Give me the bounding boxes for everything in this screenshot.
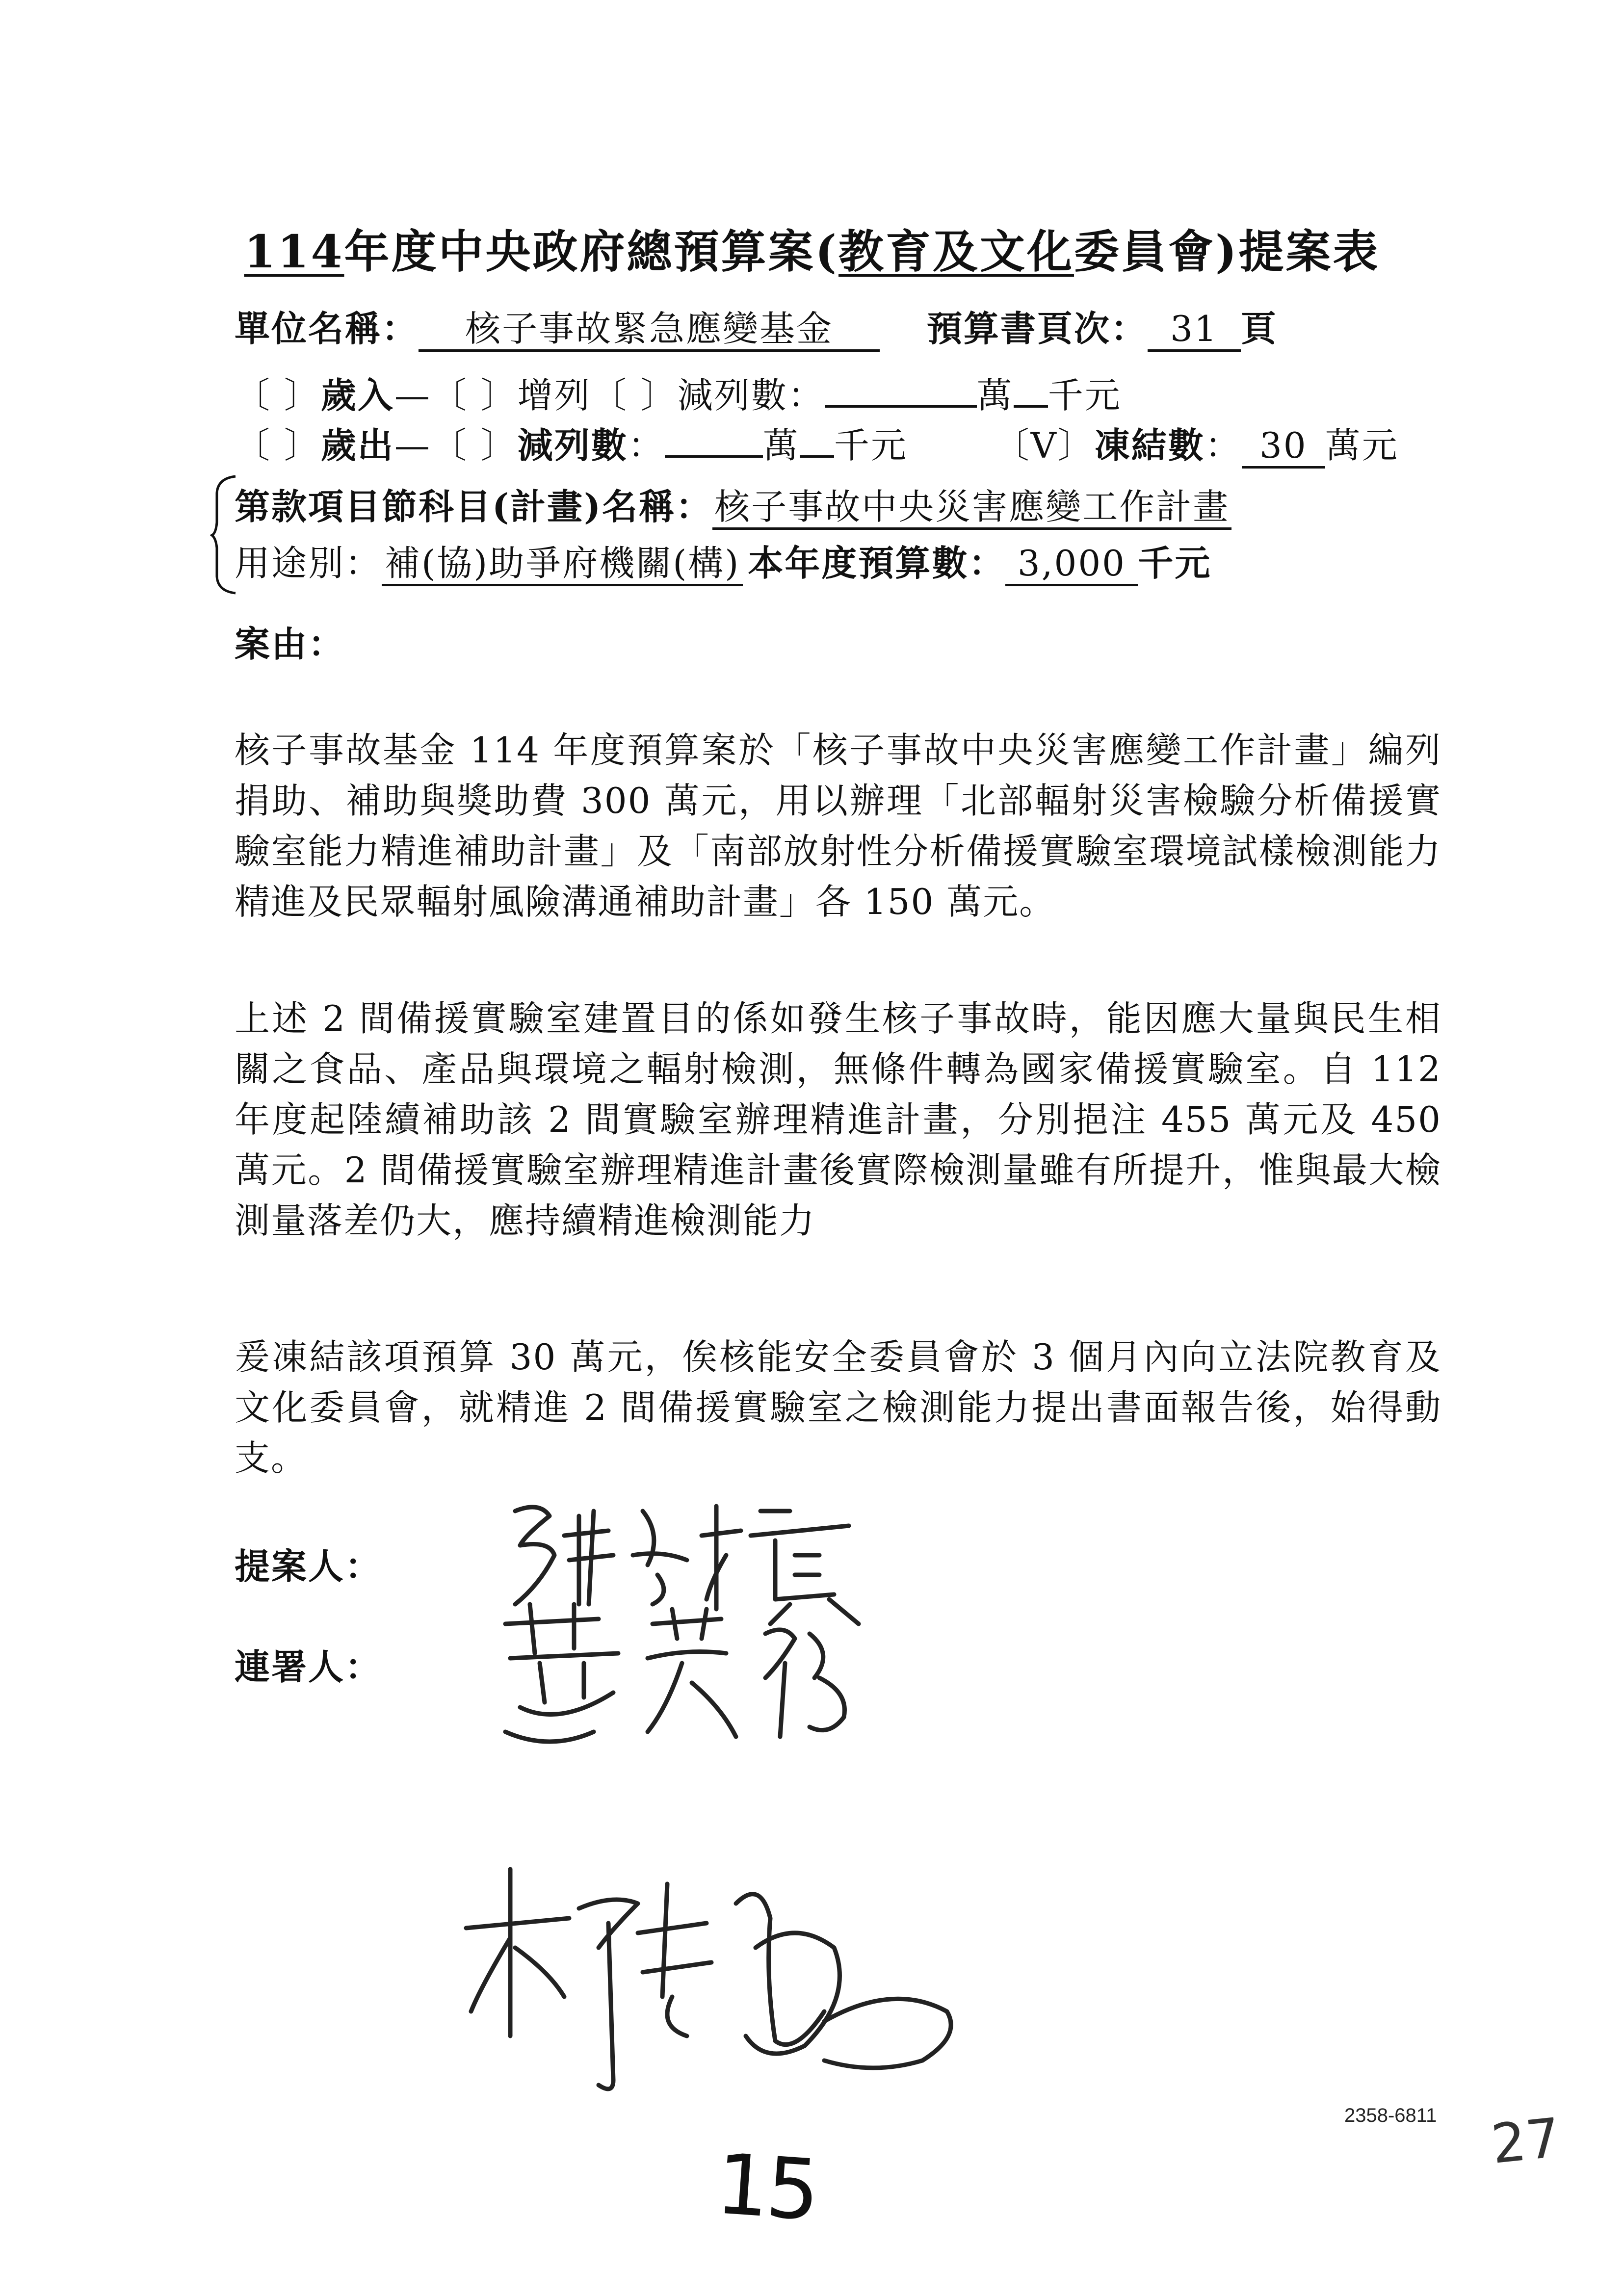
frozen-label: 凍結數 — [1094, 424, 1205, 466]
unit-row — [235, 300, 1278, 352]
expense-qian-blank — [800, 421, 834, 458]
cosigner-signature-2 — [451, 1850, 967, 2105]
revenue-qian-blank — [1014, 371, 1048, 408]
expense-colon: ： — [628, 425, 665, 466]
title-text-b: 委員會)提案表 — [1074, 225, 1380, 278]
expense-dash: — — [394, 425, 431, 466]
paragraph-3: 爰凍結該項預算 30 萬元，俟核能安全委員會於 3 個月內向立法院教育及文化委員會，就精進 2 間備援實驗室之檢測能力提出書面報告後，始得動支。 — [235, 1336, 1441, 1479]
budget-value: 3,000 — [1005, 543, 1138, 586]
title-committee: 教育及文化 — [838, 225, 1074, 278]
frozen-suffix: 萬元 — [1325, 425, 1399, 466]
expense-checkbox: 〔 〕 — [235, 425, 321, 466]
unit-label: 單位名稱： — [235, 308, 419, 349]
page-suffix: 頁 — [1240, 308, 1278, 349]
paragraph-1: 核子事故基金 114 年度預算案於「核子事故中央災害應變工作計畫」編列捐助、補助與獎助費 300 萬元，用以辦理「北部輻射災害檢驗分析備援實驗室能力精進補助計畫」及「南部放射性分析備援實驗室環境試樣檢測能力精進及民眾輻射風險溝通補助計畫」各 150 萬元。 — [235, 730, 1441, 922]
title-text-a: 年度中央政府總預算案( — [344, 225, 839, 278]
expense-row — [235, 417, 1399, 469]
phone-number: 2358-6811 — [1344, 2105, 1437, 2126]
frozen-value: 30 — [1242, 425, 1325, 469]
revenue-label: 歲入 — [320, 374, 394, 416]
budget-label: 本年度預算數： — [748, 542, 1006, 584]
page-value: 31 — [1148, 309, 1241, 352]
frozen-checkbox: 〔V〕 — [994, 425, 1095, 466]
revenue-checkbox: 〔 〕 — [235, 375, 321, 416]
usage-label: 用途別： — [235, 543, 382, 584]
revenue-wan-blank — [825, 371, 977, 408]
decrease-checkbox: 〔 〕 — [591, 375, 678, 416]
expense-wan-blank — [665, 421, 763, 458]
revenue-dash: — — [394, 375, 431, 416]
page-label: 預算書頁次： — [926, 308, 1148, 349]
cosigner-label: 連署人： — [235, 1646, 382, 1688]
revenue-row — [235, 367, 1122, 418]
program-value: 核子事故中央災害應變工作計畫 — [712, 487, 1231, 530]
increase-checkbox: 〔 〕 — [431, 375, 518, 416]
frozen-colon: ： — [1205, 425, 1242, 466]
usage-value: 補(協)助爭府機關(構) — [382, 543, 743, 586]
page-number: 15 — [713, 2136, 820, 2240]
reason-label: 案由： — [235, 623, 345, 665]
program-row — [235, 478, 1231, 530]
expense-decrease-label: 減列數 — [517, 424, 628, 466]
usage-row — [235, 535, 1211, 586]
expense-qianyuan: 千元 — [834, 425, 908, 466]
expense-label: 歲出 — [320, 424, 394, 466]
budget-suffix: 千元 — [1138, 542, 1212, 584]
expense-decrease-checkbox: 〔 〕 — [431, 425, 518, 466]
paragraph-2: 上述 2 間備援實驗室建置目的係如發生核子事故時，能因應大量與民生相關之食品、產品與環境之輻射檢測，無條件轉為國家備援實驗室。自 112 年度起陸續補助該 2 間實驗室辦理精進計畫，分別挹注 455 萬元及 450 萬元。2 間備援實驗室辦理精進計畫後實際檢測量雖有所提升，惟與最大檢測量落差仍大，應持續精進檢測能力 — [235, 998, 1441, 1241]
unit-value: 核子事故緊急應變基金 — [419, 309, 880, 352]
proposer-label: 提案人： — [235, 1545, 382, 1587]
revenue-qianyuan: 千元 — [1048, 375, 1122, 416]
revenue-wan: 萬 — [976, 375, 1014, 416]
program-label: 第款項目節科目(計畫)名稱： — [235, 486, 713, 527]
decrease-label: 減列數： — [677, 375, 825, 416]
increase-label: 增列 — [517, 375, 591, 416]
corner-number: 27 — [1488, 2106, 1564, 2176]
title-year: 114 — [244, 225, 344, 278]
form-title — [0, 216, 1624, 281]
expense-wan: 萬 — [762, 425, 800, 466]
cosigner-signature-1 — [491, 1594, 873, 1756]
